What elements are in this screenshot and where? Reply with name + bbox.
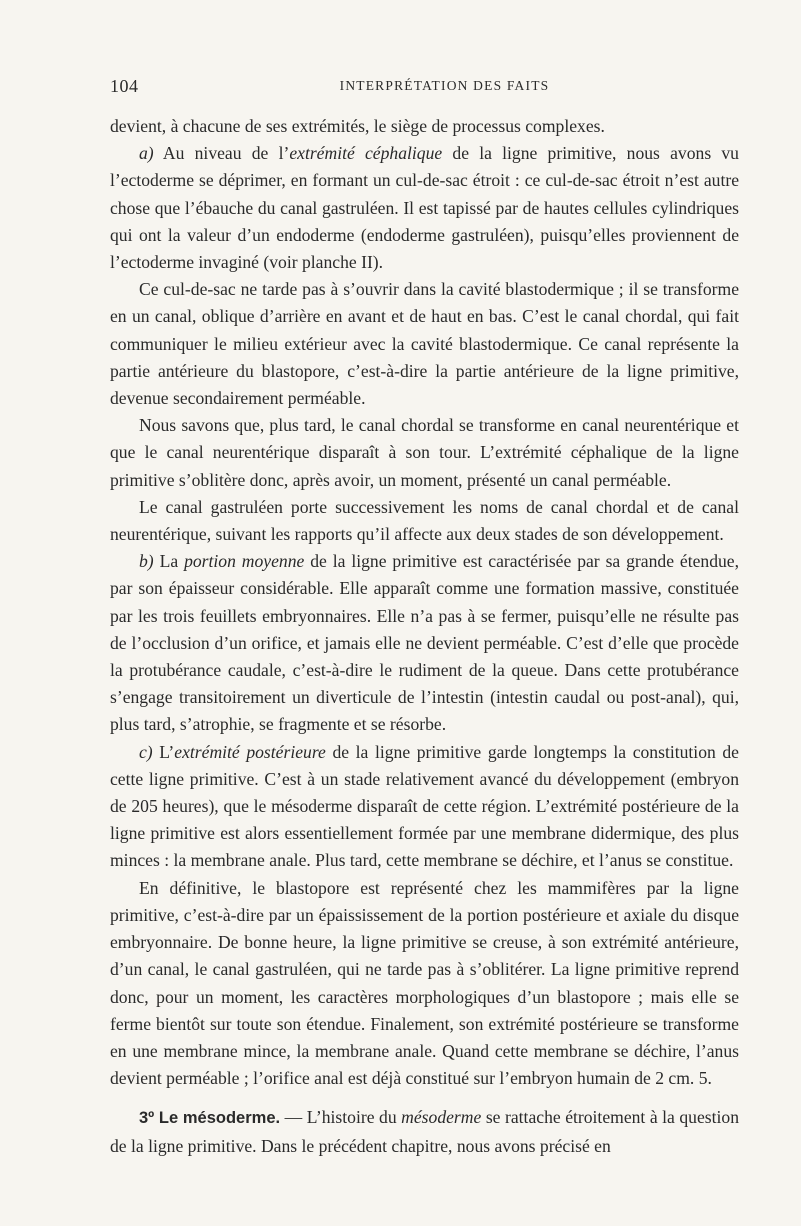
italic-term: mésoderme: [401, 1107, 482, 1128]
paragraph-text: devient, à chacune de ses extrémités, le siège de processus complexes.: [110, 116, 605, 136]
italic-term: extrémité postérieure: [174, 741, 326, 762]
paragraph-conclusion: [110, 875, 739, 1093]
paragraph-text: de la ligne primitive, nous avons vu l’ectoderme se déprimer, en formant un cul-de-sac étroit : ce cul-de-sac étroit n’est autre chose que l’ébauche du canal gastruléen. Il est tapissé par de hautes cellules cylindriques qui ont la valeur d’un endoderme (endoderme gastruléen), puisqu’elles proviennent de l’ectoderme invaginé (voir planche II).: [110, 143, 739, 273]
paragraph-cul-de-sac: [110, 276, 739, 412]
page-header: [110, 76, 739, 100]
paragraph-text: L’: [159, 741, 175, 762]
paragraph-text: En définitive, le blastopore est représenté chez les mammifères par la ligne primitive, c’est-à-dire par un épaississement de la portion postérieure et axiale du disque embryonnaire. De bonne heure, la ligne primitive se creuse, à son extrémité antérieure, d’un canal, le canal gastruléen, qui ne tarde pas à s’oblitérer. La ligne primitive reprend donc, pour un moment, les caractères morphologiques d’un blastopore ; mais elle se ferme bientôt sur toute son étendue. Finalement, son extrémité postérieure se transforme en une membrane mince, la membrane anale. Quand cette membrane se déchire, l’anus devient perméable ; l’orifice anal est déjà constitué sur l’embryon humain de 2 cm. 5.: [110, 877, 739, 1089]
paragraph-text: Au niveau de l’: [162, 143, 290, 164]
section-heading: 3º Le mésoderme.: [139, 1109, 281, 1128]
paragraph-mesoderm: [110, 1104, 739, 1159]
item-label: a): [139, 143, 154, 164]
paragraph-middle-portion: [110, 548, 739, 738]
italic-term: extrémité céphalique: [289, 143, 443, 164]
paragraph-text: — L’histoire du: [284, 1107, 397, 1128]
paragraph-continuation: [110, 113, 739, 140]
paragraph-text: La: [159, 551, 179, 572]
italic-term: portion moyenne: [184, 551, 305, 572]
paragraph-text: de la ligne primitive garde longtemps la constitution de cette ligne primitive. C’est à un stade relativement avancé du développement (embryon de 205 heures), que le mésoderme disparaît de cette région. L’extrémité postérieure de la ligne primitive est alors essentiellement formée par une membrane didermique, des plus minces : la membrane anale. Plus tard, cette membrane se déchire, et l’anus se constitue.: [110, 741, 739, 871]
item-label: c): [139, 741, 153, 762]
paragraph-cephalic-extremity: [110, 140, 739, 276]
body-text: [110, 113, 739, 1160]
item-label: b): [139, 551, 154, 572]
paragraph-text: se rattache étroitement à la question de la ligne primitive. Dans le précédent chapitre, nous avons précisé en: [110, 1107, 740, 1156]
paragraph-text: de la ligne primitive est caractérisée par sa grande étendue, par son épaisseur considérable. Elle apparaît comme une formation massive, constituée par les trois feuillets embryonnaires. Elle n’a pas à se fermer, puisqu’elle ne résulte pas de l’occlusion d’un orifice, et jamais elle ne devient perméable. C’est d’elle que procède la protubérance caudale, c’est-à-dire le rudiment de la queue. Dans cette protubérance s’engage transitoirement un diverticule de l’intestin (intestin caudal ou post-anal), qui, plus tard, s’atrophie, se fragmente et se résorbe.: [110, 551, 740, 735]
paragraph-gastrulean-canal: [110, 494, 739, 548]
running-title: INTERPRÉTATION DES FAITS: [339, 78, 550, 93]
paragraph-text: Le canal gastruléen porte successivement les noms de canal chordal et de canal neurentérique, suivant les rapports qu’il affecte aux deux stades de son développement.: [110, 496, 739, 545]
paragraph-posterior-extremity: [110, 739, 739, 875]
paragraph-neurenteric: [110, 412, 739, 494]
paragraph-text: Ce cul-de-sac ne tarde pas à s’ouvrir dans la cavité blastodermique ; il se transforme en un canal, oblique d’arrière en avant et de haut en bas. C’est le canal chordal, qui fait communiquer le milieu extérieur avec la cavité blastodermique. Ce canal représente la partie antérieure du blastopore, c’est-à-dire la partie antérieure de la ligne primitive, devenue secondairement perméable.: [110, 279, 739, 409]
page-number: 104: [110, 76, 139, 96]
paragraph-text: Nous savons que, plus tard, le canal chordal se transforme en canal neurentérique et que le canal neurentérique disparaît à son tour. L’extrémité céphalique de la ligne primitive s’oblitère donc, après avoir, un moment, présenté un canal perméable.: [110, 415, 739, 490]
